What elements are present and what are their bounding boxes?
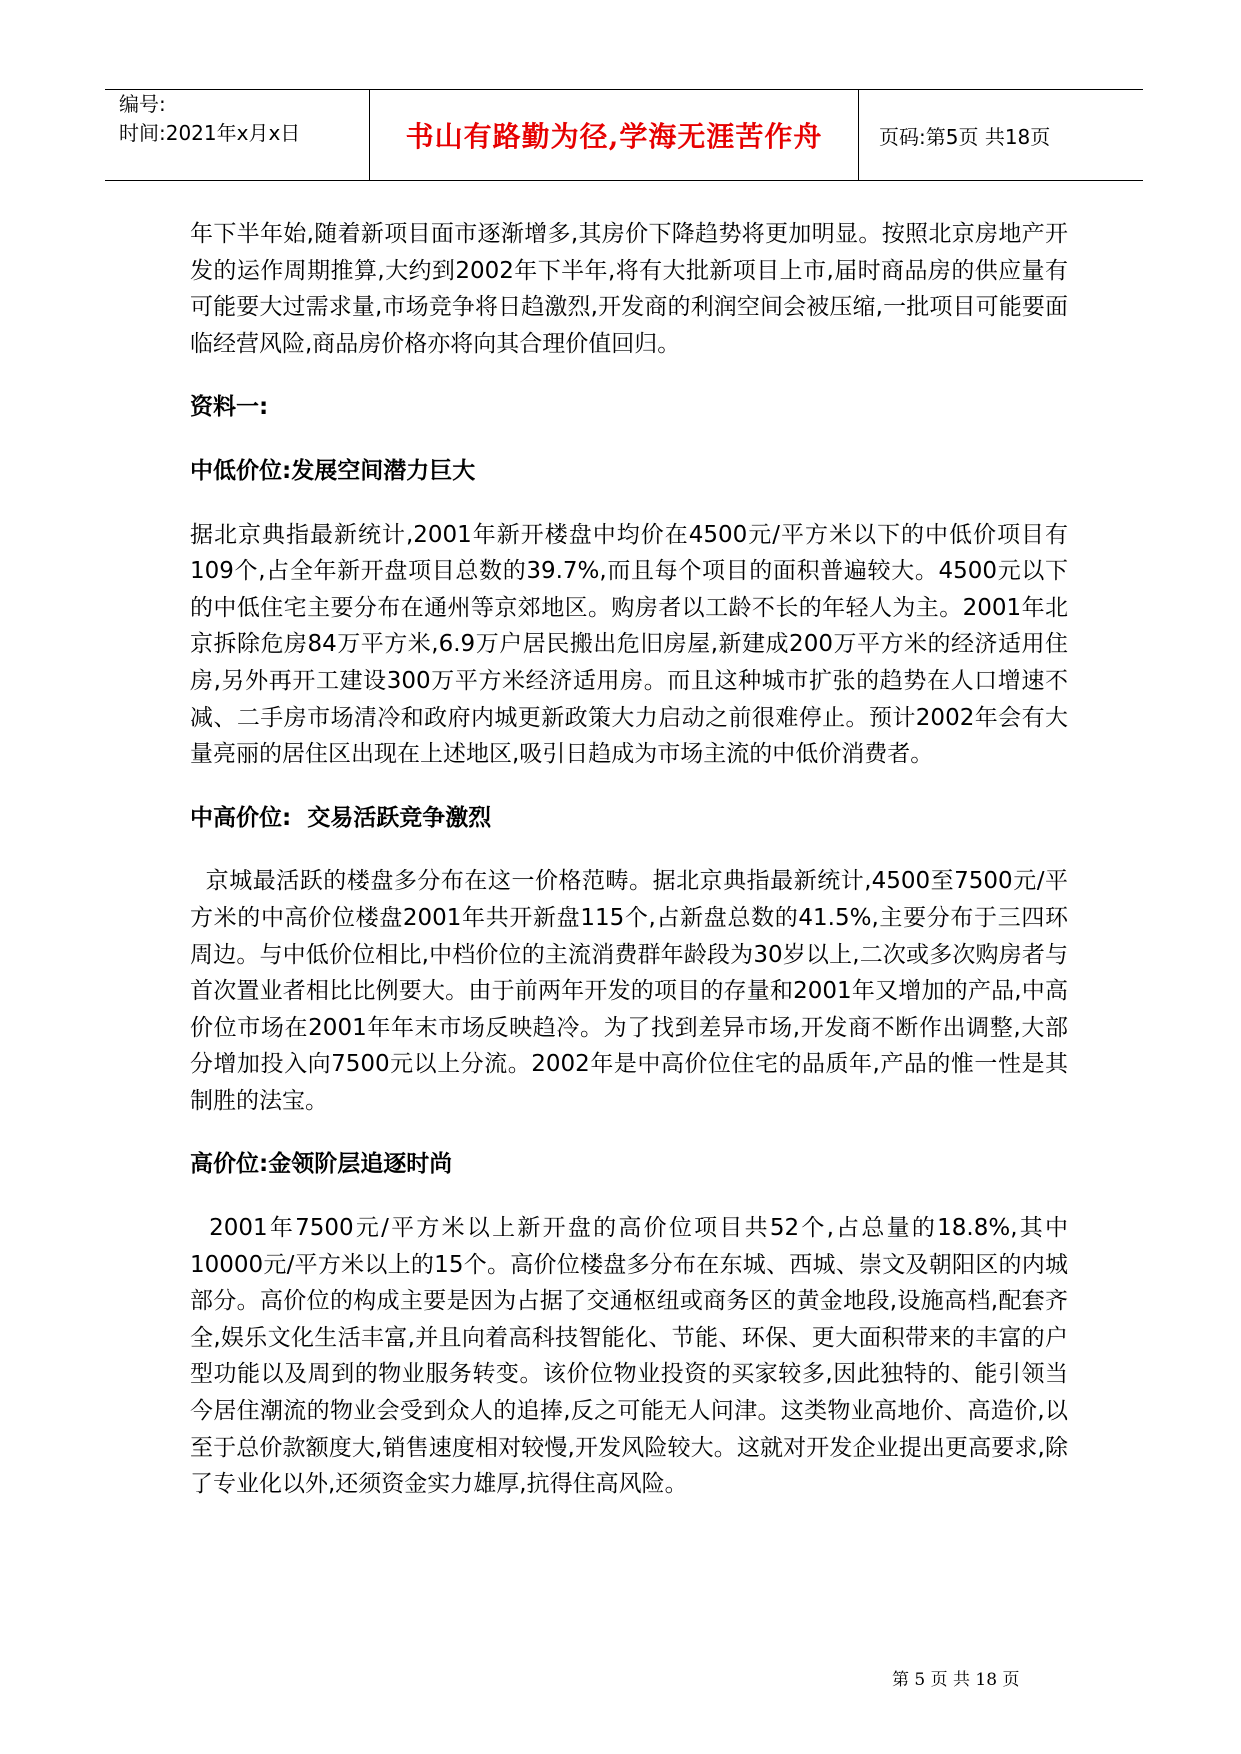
section-text-high-price: 2001年7500元/平方米以上新开盘的高价位项目共52个,占总量的18.8%,其中10000元/平方米以上的15个。高价位楼盘多分布在东城、西城、崇文及朝阳区的内城部分。高价位的构成主要是因为占据了交通枢纽或商务区的黄金地段,设施高档,配套齐全,娱乐文化生活丰富,并且向着高科技智能化、节能、环保、更大面积带来的丰富的户型功能以及周到的物业服务转变。该价位物业投资的买家较多,因此独特的、能引领当今居住潮流的物业会受到众人的追捧,反之可能无人问津。这类物业高地价、高造价,以至于总价款额度大,销售速度相对较慢,开发风险较大。这就对开发企业提出更高要求,除了专业化以外,还须资金实力雄厚,抗得住高风险。 bbox=[190, 1215, 1068, 1498]
document-body bbox=[190, 216, 1068, 1503]
header-page-cell bbox=[859, 90, 1143, 180]
section-heading-low-price: 中低价位:发展空间潜力巨大 bbox=[190, 457, 476, 484]
material-heading: 资料一: bbox=[190, 394, 269, 421]
intro-paragraph: 年下半年始,随着新项目面市逐渐增多,其房价下降趋势将更加明显。按照北京房地产开发的运作周期推算,大约到2002年下半年,将有大批新项目上市,届时商品房的供应量有可能要大过需求量,市场竞争将日趋激烈,开发商的利润空间会被压缩,一批项目可能要面临经营风险,商品房价格亦将向其合理价值回归。 bbox=[190, 221, 1068, 357]
header-motto-cell bbox=[369, 90, 859, 180]
section-heading-mid-high-price: 中高价位: 交易活跃竞争激烈 bbox=[190, 804, 492, 831]
section-heading-high-price: 高价位:金领阶层追逐时尚 bbox=[190, 1151, 453, 1178]
motto: 书山有路勤为径,学海无涯苦作舟 bbox=[405, 120, 823, 153]
section-text-low-price: 据北京典指最新统计,2001年新开楼盘中均价在4500元/平方米以下的中低价项目有109个,占全年新开盘项目总数的39.7%,而且每个项目的面积普遍较大。4500元以下的中低住宅主要分布在通州等京郊地区。购房者以工龄不长的年轻人为主。2001年北京拆除危房84万平方米,6.9万户居民搬出危旧房屋,新建成200万平方米的经济适用住房,另外再开工建设300万平方米经济适用房。而且这种城市扩张的趋势在人口增速不减、二手房市场清冷和政府内城更新政策大力启动之前很难停止。预计2002年会有大量亮丽的居住区出现在上述地区,吸引日趋成为市场主流的中低价消费者。 bbox=[190, 521, 1068, 768]
page-indicator: 页码:第5页 共18页 bbox=[879, 124, 1051, 149]
serial-label: 编号: bbox=[119, 92, 166, 116]
time-label: 时间:2021年x月x日 bbox=[119, 121, 301, 145]
header-meta bbox=[105, 90, 369, 180]
page-footer: 第 5 页 共 18 页 bbox=[892, 1670, 1020, 1690]
page-header bbox=[105, 89, 1143, 181]
section-text-mid-high-price: 京城最活跃的楼盘多分布在这一价格范畴。据北京典指最新统计,4500至7500元/平方米的中高价位楼盘2001年共开新盘115个,占新盘总数的41.5%,主要分布于三四环周边。与中低价位相比,中档价位的主流消费群年龄段为30岁以上,二次或多次购房者与首次置业者相比比例要大。由于前两年开发的项目的存量和2001年又增加的产品,中高价位市场在2001年年末市场反映趋冷。为了找到差异市场,开发商不断作出调整,大部分增加投入向7500元以上分流。2002年是中高价位住宅的品质年,产品的惟一性是其制胜的法宝。 bbox=[190, 868, 1068, 1114]
